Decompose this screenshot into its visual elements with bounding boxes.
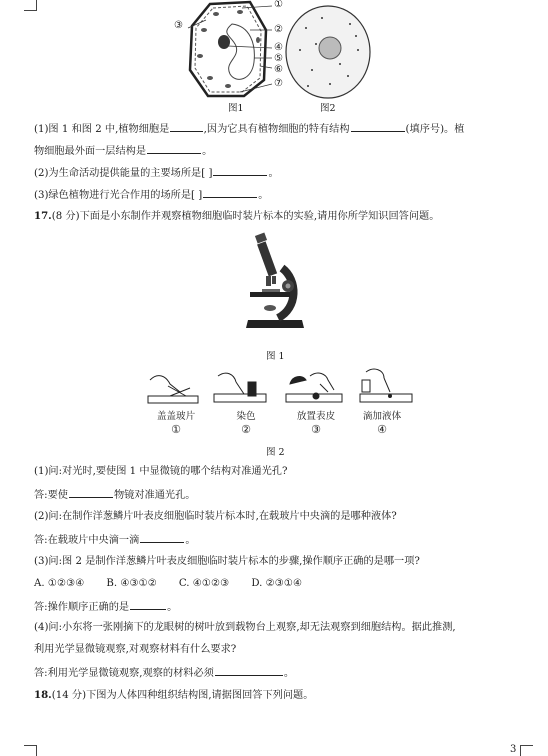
answer-blank[interactable] bbox=[170, 121, 202, 132]
step-num-2: ② bbox=[241, 423, 251, 436]
microscope-icon bbox=[242, 232, 308, 332]
q16-line4: (3)绿色植物进行光合作用的场所是[ ] 。 bbox=[34, 187, 268, 203]
q16-line1: (1)图 1 和图 2 中,植物细胞是 ,因为它具有植物细胞的特有结构 (填序号)。植 bbox=[34, 121, 464, 137]
corner-mark-top-left bbox=[24, 0, 37, 11]
step-label-3: 放置表皮 bbox=[296, 411, 336, 422]
steps-illustration bbox=[140, 366, 420, 408]
answer-blank[interactable] bbox=[203, 187, 257, 198]
q16-line2: 物细胞最外面一层结构是 。 bbox=[34, 143, 212, 159]
answer-blank[interactable] bbox=[130, 599, 166, 610]
step-num-1: ① bbox=[171, 423, 181, 436]
page-number: 3 bbox=[510, 744, 517, 755]
step-num-3: ③ bbox=[311, 423, 321, 436]
q17-q4-line1: (4)问:小东将一张刚摘下的龙眼树的树叶放到载物台上观察,却无法观察到细胞结构。据此推测, bbox=[34, 622, 456, 633]
answer-blank[interactable] bbox=[140, 532, 184, 543]
answer-blank[interactable] bbox=[351, 121, 405, 132]
q17-a3: 答:操作顺序正确的是 。 bbox=[34, 599, 177, 615]
q17-options bbox=[34, 577, 324, 591]
plant-nucleus bbox=[218, 35, 230, 49]
answer-blank[interactable] bbox=[69, 487, 113, 498]
q18-text: (14 分)下图为人体四种组织结构图,请据图回答下列问题。 bbox=[51, 690, 314, 701]
animal-nucleus bbox=[319, 37, 341, 59]
caption-fig2: 图2 bbox=[320, 103, 336, 114]
q17-intro bbox=[34, 209, 439, 224]
question-number: 17. bbox=[34, 210, 52, 222]
label-2: ② bbox=[274, 24, 283, 35]
label-4: ④ bbox=[274, 42, 283, 53]
caption-steps: 图 2 bbox=[266, 447, 285, 458]
q17-q1: (1)问:对光时,要使图 1 中显微镜的哪个结构对准通光孔? bbox=[34, 466, 288, 477]
q17-a1: 答:要使 物镜对准通光孔。 bbox=[34, 487, 196, 503]
step-label-1: 盖盖玻片 bbox=[156, 411, 196, 422]
q17-a2: 答:在载玻片中央滴一滴 。 bbox=[34, 532, 196, 548]
label-3: ③ bbox=[174, 20, 183, 31]
step-label-4: 滴加液体 bbox=[362, 411, 402, 422]
caption-fig1: 图1 bbox=[228, 103, 244, 114]
label-5: ⑤ bbox=[274, 53, 283, 64]
label-1: ① bbox=[274, 0, 283, 10]
label-6: ⑥ bbox=[274, 64, 283, 75]
option-d[interactable]: D. ②③①④ bbox=[251, 578, 303, 589]
add-liquid-step-icon bbox=[360, 369, 412, 402]
q17-q4-line2: 利用光学显微镜观察,对观察材料有什么要求? bbox=[34, 644, 237, 655]
answer-blank[interactable] bbox=[213, 165, 267, 176]
option-b[interactable]: B. ④③①② bbox=[106, 578, 157, 589]
q17-intro-text: (8 分)下面是小东制作并观察植物细胞临时装片标本的实验,请用你所学知识回答问题。 bbox=[51, 211, 440, 222]
place-epidermis-step-icon bbox=[286, 373, 342, 402]
step-num-4: ④ bbox=[377, 423, 387, 436]
corner-mark-bottom-left bbox=[24, 745, 37, 756]
coverslip-step-icon bbox=[148, 376, 198, 403]
q17-q2: (2)问:在制作洋葱鳞片叶表皮细胞临时装片标本时,在载玻片中央滴的是哪种液体? bbox=[34, 511, 397, 522]
step-label-2: 染色 bbox=[236, 411, 256, 422]
corner-mark-bottom-right bbox=[520, 745, 533, 756]
caption-microscope: 图 1 bbox=[266, 351, 285, 362]
q17-a4: 答:利用光学显微镜观察,观察的材料必须 。 bbox=[34, 665, 294, 681]
q17-q3: (3)问:图 2 是制作洋葱鳞片叶表皮细胞临时装片标本的步骤,操作顺序正确的是哪一项? bbox=[34, 556, 420, 567]
question-number: 18. bbox=[34, 689, 52, 701]
option-a[interactable]: A. ①②③④ bbox=[34, 578, 85, 589]
answer-blank[interactable] bbox=[147, 143, 201, 154]
q16-line3: (2)为生命活动提供能量的主要场所是[ ] 。 bbox=[34, 165, 279, 181]
label-7: ⑦ bbox=[274, 78, 283, 89]
answer-blank[interactable] bbox=[215, 665, 283, 676]
option-c[interactable]: C. ④①②③ bbox=[178, 578, 230, 589]
cell-figure bbox=[174, 0, 380, 112]
staining-step-icon bbox=[214, 373, 266, 402]
microscope-figure bbox=[242, 232, 308, 332]
q18-intro bbox=[34, 688, 313, 703]
